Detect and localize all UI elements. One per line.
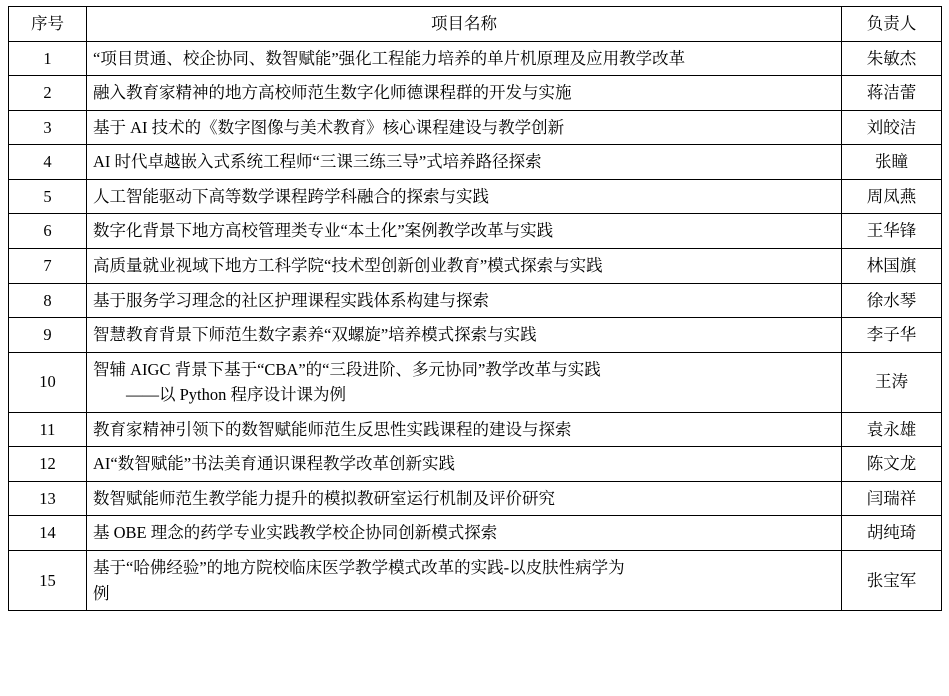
row-leader: 周凤燕	[842, 179, 942, 214]
row-leader: 徐水琴	[842, 283, 942, 318]
column-header-leader: 负责人	[842, 7, 942, 42]
row-leader: 李子华	[842, 318, 942, 353]
table-row	[9, 516, 942, 551]
table-row	[9, 145, 942, 180]
row-project-name: AI 时代卓越嵌入式系统工程师“三课三练三导”式培养路径探索	[87, 145, 842, 180]
row-index: 14	[9, 516, 87, 551]
row-index: 5	[9, 179, 87, 214]
table-body	[9, 41, 942, 611]
row-project-name-line1: 基于“哈佛经验”的地方院校临床医学教学模式改革的实践-以皮肤性病学为	[93, 558, 625, 577]
row-project-name: 数智赋能师范生教学能力提升的模拟教研室运行机制及评价研究	[87, 481, 842, 516]
row-leader: 林国旗	[842, 248, 942, 283]
row-index: 8	[9, 283, 87, 318]
row-leader: 王华锋	[842, 214, 942, 249]
row-project-name-line2: 例	[93, 583, 110, 603]
row-project-name: 基于服务学习理念的社区护理课程实践体系构建与探索	[87, 283, 842, 318]
row-leader: 袁永雄	[842, 412, 942, 447]
row-project-name: 融入教育家精神的地方高校师范生数字化师德课程群的开发与实施	[87, 76, 842, 111]
table-row	[9, 412, 942, 447]
row-index: 9	[9, 318, 87, 353]
row-project-name: 智慧教育背景下师范生数字素养“双螺旋”培养模式探索与实践	[87, 318, 842, 353]
table-row	[9, 76, 942, 111]
row-index: 10	[9, 352, 87, 412]
project-list-table	[8, 6, 942, 611]
row-index: 15	[9, 551, 87, 611]
row-project-name: “项目贯通、校企协同、数智赋能”强化工程能力培养的单片机原理及应用教学改革	[87, 41, 842, 76]
table-row	[9, 41, 942, 76]
table-row	[9, 214, 942, 249]
row-index: 6	[9, 214, 87, 249]
row-project-name: 基于 AI 技术的《数字图像与美术教育》核心课程建设与教学创新	[87, 110, 842, 145]
row-index: 13	[9, 481, 87, 516]
row-leader: 胡纯琦	[842, 516, 942, 551]
row-project-name: 数字化背景下地方高校管理类专业“本土化”案例教学改革与实践	[87, 214, 842, 249]
row-index: 2	[9, 76, 87, 111]
row-leader: 蒋洁蕾	[842, 76, 942, 111]
row-index: 7	[9, 248, 87, 283]
row-leader: 刘皎洁	[842, 110, 942, 145]
row-index: 11	[9, 412, 87, 447]
row-leader: 朱敏杰	[842, 41, 942, 76]
row-project-name: 教育家精神引领下的数智赋能师范生反思性实践课程的建设与探索	[87, 412, 842, 447]
table-row	[9, 179, 942, 214]
row-project-name-line2: ——以 Python 程序设计课为例	[126, 385, 347, 405]
column-header-name: 项目名称	[87, 7, 842, 42]
row-leader: 陈文龙	[842, 447, 942, 482]
row-project-name	[87, 352, 842, 412]
row-project-name: 高质量就业视域下地方工科学院“技术型创新创业教育”模式探索与实践	[87, 248, 842, 283]
table-row	[9, 352, 942, 412]
table-row	[9, 447, 942, 482]
table-row	[9, 318, 942, 353]
row-index: 4	[9, 145, 87, 180]
row-index: 3	[9, 110, 87, 145]
row-project-name: 人工智能驱动下高等数学课程跨学科融合的探索与实践	[87, 179, 842, 214]
row-leader: 王涛	[842, 352, 942, 412]
table-header-row	[9, 7, 942, 42]
row-project-name-line1: 智辅 AIGC 背景下基于“CBA”的“三段进阶、多元协同”教学改革与实践	[93, 359, 601, 379]
table-row	[9, 481, 942, 516]
row-project-name: 基 OBE 理念的药学专业实践教学校企协同创新模式探索	[87, 516, 842, 551]
row-leader: 闫瑞祥	[842, 481, 942, 516]
table-row	[9, 551, 942, 611]
row-leader: 张宝军	[842, 551, 942, 611]
row-index: 1	[9, 41, 87, 76]
column-header-index: 序号	[9, 7, 87, 42]
table-row	[9, 110, 942, 145]
row-index: 12	[9, 447, 87, 482]
row-leader: 张瞳	[842, 145, 942, 180]
table-row	[9, 248, 942, 283]
row-project-name	[87, 551, 842, 611]
table-row	[9, 283, 942, 318]
table-header	[9, 7, 942, 42]
row-project-name: AI“数智赋能”书法美育通识课程教学改革创新实践	[87, 447, 842, 482]
